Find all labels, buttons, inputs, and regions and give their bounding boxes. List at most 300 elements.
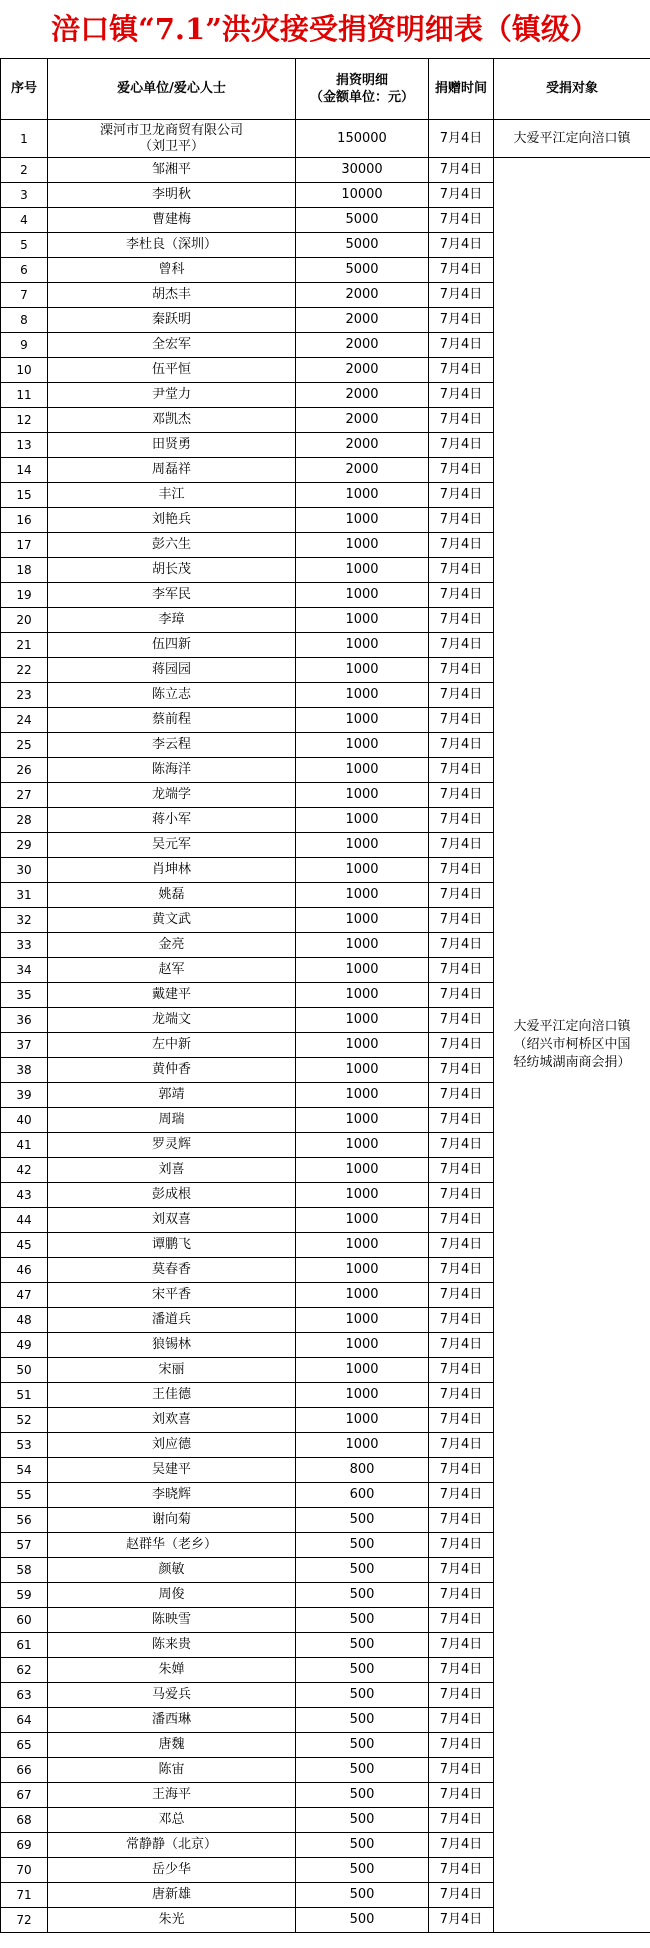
row-donor: 邓凯杰 <box>48 408 296 433</box>
row-no: 3 <box>1 183 48 208</box>
row-donor: 莫春香 <box>48 1258 296 1283</box>
row-date: 7月4日 <box>429 1733 494 1758</box>
row-amount: 500 <box>296 1608 429 1633</box>
row-date: 7月4日 <box>429 1483 494 1508</box>
row-amount: 1000 <box>296 1158 429 1183</box>
row-donor: 刘艳兵 <box>48 508 296 533</box>
header-row <box>1 59 650 120</box>
row-amount: 1000 <box>296 1308 429 1333</box>
row-amount: 1000 <box>296 683 429 708</box>
row-donor: 宋丽 <box>48 1358 296 1383</box>
table-row <box>1 158 650 183</box>
row-no: 38 <box>1 1058 48 1083</box>
row-date: 7月4日 <box>429 783 494 808</box>
row-donor: 曾科 <box>48 258 296 283</box>
row-no: 48 <box>1 1308 48 1333</box>
row-amount: 1000 <box>296 558 429 583</box>
row-amount: 1000 <box>296 1083 429 1108</box>
row-donor: 彭六生 <box>48 533 296 558</box>
row-date: 7月4日 <box>429 1633 494 1658</box>
row-no: 7 <box>1 283 48 308</box>
row-amount: 1000 <box>296 1183 429 1208</box>
row-date: 7月4日 <box>429 208 494 233</box>
row-no: 70 <box>1 1858 48 1883</box>
row-donor: 李军民 <box>48 583 296 608</box>
row-no: 41 <box>1 1133 48 1158</box>
row-date: 7月4日 <box>429 1858 494 1883</box>
row-donor: 左中新 <box>48 1033 296 1058</box>
row-amount: 500 <box>296 1658 429 1683</box>
row-donor: 吴元军 <box>48 833 296 858</box>
row-amount: 2000 <box>296 458 429 483</box>
row-no: 58 <box>1 1558 48 1583</box>
row-no: 2 <box>1 158 48 183</box>
row-date: 7月4日 <box>429 1158 494 1183</box>
row-donor: 谭鹏飞 <box>48 1233 296 1258</box>
row-date: 7月4日 <box>429 1583 494 1608</box>
row-donor: 吴建平 <box>48 1458 296 1483</box>
row-no: 5 <box>1 233 48 258</box>
row-no: 37 <box>1 1033 48 1058</box>
row-date: 7月4日 <box>429 1008 494 1033</box>
row-donor: 李云程 <box>48 733 296 758</box>
row-no: 63 <box>1 1683 48 1708</box>
row-no: 21 <box>1 633 48 658</box>
row-donor: 赵群华（老乡） <box>48 1533 296 1558</box>
row-donor: 宋平香 <box>48 1283 296 1308</box>
row-no: 31 <box>1 883 48 908</box>
row-date: 7月4日 <box>429 383 494 408</box>
row-amount: 1000 <box>296 1383 429 1408</box>
row-donor: 胡长茂 <box>48 558 296 583</box>
row-date: 7月4日 <box>429 1183 494 1208</box>
row-donor: 秦跃明 <box>48 308 296 333</box>
row-date: 7月4日 <box>429 983 494 1008</box>
row-date: 7月4日 <box>429 758 494 783</box>
row-no: 12 <box>1 408 48 433</box>
row-amount: 500 <box>296 1758 429 1783</box>
row-no: 15 <box>1 483 48 508</box>
row-donor: 陈立志 <box>48 683 296 708</box>
table-row <box>1 120 650 158</box>
row-date: 7月4日 <box>429 1833 494 1858</box>
row-date: 7月4日 <box>429 708 494 733</box>
row-date: 7月4日 <box>429 508 494 533</box>
merged-target-line: （绍兴市柯桥区中国 <box>513 1037 631 1052</box>
row-no: 28 <box>1 808 48 833</box>
row-amount: 1000 <box>296 1033 429 1058</box>
row-no: 1 <box>1 120 48 158</box>
row-date: 7月4日 <box>429 1383 494 1408</box>
row-donor: 赵军 <box>48 958 296 983</box>
row-no: 65 <box>1 1733 48 1758</box>
row-donor: 王佳德 <box>48 1383 296 1408</box>
row-no: 54 <box>1 1458 48 1483</box>
row-donor: 曹建梅 <box>48 208 296 233</box>
row-amount: 1000 <box>296 1258 429 1283</box>
row-no: 24 <box>1 708 48 733</box>
row-donor <box>48 120 296 158</box>
row-date: 7月4日 <box>429 1308 494 1333</box>
row-amount: 1000 <box>296 833 429 858</box>
header-amount-line1: 捐资明细 <box>335 73 388 88</box>
row-no: 13 <box>1 433 48 458</box>
row-donor: 潘道兵 <box>48 1308 296 1333</box>
row-donor: 黄文武 <box>48 908 296 933</box>
row-date: 7月4日 <box>429 1783 494 1808</box>
row-amount: 1000 <box>296 1283 429 1308</box>
row-no: 26 <box>1 758 48 783</box>
row-donor: 金亮 <box>48 933 296 958</box>
row-amount: 1000 <box>296 883 429 908</box>
row-amount: 1000 <box>296 1433 429 1458</box>
row-date: 7月4日 <box>429 958 494 983</box>
row-donor: 刘喜 <box>48 1158 296 1183</box>
header-date: 捐赠时间 <box>429 59 494 120</box>
row-donor: 周俊 <box>48 1583 296 1608</box>
row-no: 71 <box>1 1883 48 1908</box>
row-date: 7月4日 <box>429 1608 494 1633</box>
row-no: 14 <box>1 458 48 483</box>
row-amount: 2000 <box>296 308 429 333</box>
row-no: 36 <box>1 1008 48 1033</box>
row-amount: 1000 <box>296 633 429 658</box>
header-donor: 爱心单位/爱心人士 <box>48 59 296 120</box>
row-no: 33 <box>1 933 48 958</box>
row-amount: 10000 <box>296 183 429 208</box>
row-amount: 500 <box>296 1558 429 1583</box>
row-amount: 1000 <box>296 808 429 833</box>
row-no: 20 <box>1 608 48 633</box>
row-donor: 周磊祥 <box>48 458 296 483</box>
row-donor: 李璋 <box>48 608 296 633</box>
row-donor: 朱光 <box>48 1908 296 1933</box>
row-amount: 500 <box>296 1908 429 1933</box>
row-amount: 600 <box>296 1483 429 1508</box>
row-date: 7月4日 <box>429 608 494 633</box>
row-no: 39 <box>1 1083 48 1108</box>
row-no: 6 <box>1 258 48 283</box>
row-no: 51 <box>1 1383 48 1408</box>
row-no: 35 <box>1 983 48 1008</box>
row-date: 7月4日 <box>429 1083 494 1108</box>
row-amount: 500 <box>296 1533 429 1558</box>
header-target: 受捐对象 <box>494 59 650 120</box>
row-no: 64 <box>1 1708 48 1733</box>
row-donor: 潘西琳 <box>48 1708 296 1733</box>
row-donor: 常静静（北京） <box>48 1833 296 1858</box>
row-date: 7月4日 <box>429 908 494 933</box>
row-donor: 陈来贵 <box>48 1633 296 1658</box>
row-amount: 500 <box>296 1733 429 1758</box>
row-date: 7月4日 <box>429 1708 494 1733</box>
row-no: 47 <box>1 1283 48 1308</box>
row-donor: 伍平恒 <box>48 358 296 383</box>
row-date: 7月4日 <box>429 433 494 458</box>
row-donor-line2: （刘卫平） <box>138 138 204 154</box>
row-date: 7月4日 <box>429 1883 494 1908</box>
row-amount: 500 <box>296 1633 429 1658</box>
row-amount: 1000 <box>296 1133 429 1158</box>
row-donor: 蒋园园 <box>48 658 296 683</box>
row-date: 7月4日 <box>429 1558 494 1583</box>
row-amount: 1000 <box>296 608 429 633</box>
row-date: 7月4日 <box>429 408 494 433</box>
row-no: 52 <box>1 1408 48 1433</box>
row-donor: 王海平 <box>48 1783 296 1808</box>
row-no: 22 <box>1 658 48 683</box>
row-date: 7月4日 <box>429 1108 494 1133</box>
row-date: 7月4日 <box>429 1758 494 1783</box>
row-no: 17 <box>1 533 48 558</box>
row-no: 4 <box>1 208 48 233</box>
row-no: 30 <box>1 858 48 883</box>
row-no: 25 <box>1 733 48 758</box>
row-no: 56 <box>1 1508 48 1533</box>
row-date: 7月4日 <box>429 558 494 583</box>
row-donor: 刘应德 <box>48 1433 296 1458</box>
row-donor: 胡杰丰 <box>48 283 296 308</box>
row-no: 53 <box>1 1433 48 1458</box>
row-date: 7月4日 <box>429 120 494 158</box>
row-amount: 1000 <box>296 983 429 1008</box>
row-no: 57 <box>1 1533 48 1558</box>
row-date: 7月4日 <box>429 458 494 483</box>
row-amount: 1000 <box>296 1208 429 1233</box>
row-amount: 1000 <box>296 1108 429 1133</box>
row-amount: 1000 <box>296 658 429 683</box>
row-donor: 马爱兵 <box>48 1683 296 1708</box>
row-date: 7月4日 <box>429 1358 494 1383</box>
header-no: 序号 <box>1 59 48 120</box>
row-date: 7月4日 <box>429 858 494 883</box>
row-date: 7月4日 <box>429 1458 494 1483</box>
row-donor: 唐魏 <box>48 1733 296 1758</box>
row-donor: 黄仲香 <box>48 1058 296 1083</box>
row-donor: 郭靖 <box>48 1083 296 1108</box>
row-date: 7月4日 <box>429 583 494 608</box>
row-donor: 颜敏 <box>48 1558 296 1583</box>
row-date: 7月4日 <box>429 1508 494 1533</box>
row-no: 10 <box>1 358 48 383</box>
row-no: 19 <box>1 583 48 608</box>
row-amount: 500 <box>296 1883 429 1908</box>
row-date: 7月4日 <box>429 833 494 858</box>
row-donor: 龙端学 <box>48 783 296 808</box>
row-amount: 1000 <box>296 1058 429 1083</box>
row-date: 7月4日 <box>429 1908 494 1933</box>
row-date: 7月4日 <box>429 658 494 683</box>
row-date: 7月4日 <box>429 883 494 908</box>
row-date: 7月4日 <box>429 308 494 333</box>
row-amount: 1000 <box>296 508 429 533</box>
row-date: 7月4日 <box>429 333 494 358</box>
row-donor: 陈宙 <box>48 1758 296 1783</box>
row-no: 9 <box>1 333 48 358</box>
row-amount: 30000 <box>296 158 429 183</box>
row-amount: 2000 <box>296 383 429 408</box>
row-amount: 500 <box>296 1683 429 1708</box>
row-amount: 1000 <box>296 933 429 958</box>
row-donor: 邓总 <box>48 1808 296 1833</box>
row-date: 7月4日 <box>429 633 494 658</box>
row-amount: 500 <box>296 1583 429 1608</box>
row-donor: 伍四新 <box>48 633 296 658</box>
row-donor: 戴建平 <box>48 983 296 1008</box>
row-no: 62 <box>1 1658 48 1683</box>
row-donor: 陈映雪 <box>48 1608 296 1633</box>
row-no: 69 <box>1 1833 48 1858</box>
row-amount: 500 <box>296 1508 429 1533</box>
row-date: 7月4日 <box>429 808 494 833</box>
row-no: 45 <box>1 1233 48 1258</box>
row-donor-line1: 溧河市卫龙商贸有限公司 <box>99 122 243 138</box>
row-no: 16 <box>1 508 48 533</box>
row-amount: 500 <box>296 1708 429 1733</box>
row-amount: 1000 <box>296 533 429 558</box>
row-no: 23 <box>1 683 48 708</box>
row-amount: 1000 <box>296 708 429 733</box>
row-amount: 2000 <box>296 358 429 383</box>
row-no: 40 <box>1 1108 48 1133</box>
row-donor: 田贤勇 <box>48 433 296 458</box>
row-donor: 邹湘平 <box>48 158 296 183</box>
row-date: 7月4日 <box>429 1283 494 1308</box>
row-date: 7月4日 <box>429 1408 494 1433</box>
row-date: 7月4日 <box>429 933 494 958</box>
row-no: 44 <box>1 1208 48 1233</box>
row-no: 49 <box>1 1333 48 1358</box>
row-amount: 2000 <box>296 333 429 358</box>
row-no: 68 <box>1 1808 48 1833</box>
row-no: 8 <box>1 308 48 333</box>
row-date: 7月4日 <box>429 1683 494 1708</box>
row-date: 7月4日 <box>429 283 494 308</box>
row-amount: 5000 <box>296 258 429 283</box>
row-amount: 1000 <box>296 1333 429 1358</box>
row-donor: 龙端文 <box>48 1008 296 1033</box>
row-date: 7月4日 <box>429 233 494 258</box>
row-amount: 5000 <box>296 208 429 233</box>
row-donor: 李明秋 <box>48 183 296 208</box>
row-donor: 岳少华 <box>48 1858 296 1883</box>
row-donor: 肖坤林 <box>48 858 296 883</box>
row-amount: 150000 <box>296 120 429 158</box>
row-amount: 500 <box>296 1858 429 1883</box>
row-date: 7月4日 <box>429 1433 494 1458</box>
row-date: 7月4日 <box>429 533 494 558</box>
row-amount: 2000 <box>296 283 429 308</box>
row-target: 大爱平江定向涪口镇 <box>494 120 650 158</box>
row-date: 7月4日 <box>429 158 494 183</box>
row-donor: 李杜良（深圳） <box>48 233 296 258</box>
row-donor: 狼锡林 <box>48 1333 296 1358</box>
row-amount: 2000 <box>296 433 429 458</box>
row-donor: 彭成根 <box>48 1183 296 1208</box>
row-donor: 蔡前程 <box>48 708 296 733</box>
row-amount: 1000 <box>296 483 429 508</box>
row-amount: 1000 <box>296 583 429 608</box>
row-date: 7月4日 <box>429 1658 494 1683</box>
row-donor: 朱婵 <box>48 1658 296 1683</box>
row-donor: 丰江 <box>48 483 296 508</box>
donation-table <box>0 58 650 1933</box>
row-date: 7月4日 <box>429 733 494 758</box>
merged-target-line: 轻纺城湖南商会捐） <box>513 1055 631 1070</box>
row-donor: 姚磊 <box>48 883 296 908</box>
row-date: 7月4日 <box>429 258 494 283</box>
row-donor: 尹堂力 <box>48 383 296 408</box>
row-amount: 500 <box>296 1783 429 1808</box>
row-amount: 500 <box>296 1808 429 1833</box>
row-date: 7月4日 <box>429 358 494 383</box>
row-donor: 唐新雄 <box>48 1883 296 1908</box>
row-date: 7月4日 <box>429 683 494 708</box>
row-date: 7月4日 <box>429 1808 494 1833</box>
row-donor: 周瑞 <box>48 1108 296 1133</box>
row-donor: 刘欢喜 <box>48 1408 296 1433</box>
header-amount <box>296 59 429 120</box>
row-donor: 罗灵辉 <box>48 1133 296 1158</box>
row-date: 7月4日 <box>429 1208 494 1233</box>
row-amount: 1000 <box>296 1408 429 1433</box>
row-amount: 500 <box>296 1833 429 1858</box>
row-date: 7月4日 <box>429 483 494 508</box>
row-amount: 1000 <box>296 1233 429 1258</box>
row-amount: 1000 <box>296 958 429 983</box>
page-title: 涪口镇“7.1”洪灾接受捐资明细表（镇级） <box>51 12 599 46</box>
row-no: 55 <box>1 1483 48 1508</box>
row-date: 7月4日 <box>429 1058 494 1083</box>
row-amount: 1000 <box>296 1008 429 1033</box>
row-no: 46 <box>1 1258 48 1283</box>
row-no: 72 <box>1 1908 48 1933</box>
row-no: 34 <box>1 958 48 983</box>
row-no: 42 <box>1 1158 48 1183</box>
row-no: 43 <box>1 1183 48 1208</box>
row-no: 61 <box>1 1633 48 1658</box>
row-amount: 800 <box>296 1458 429 1483</box>
row-date: 7月4日 <box>429 1033 494 1058</box>
row-date: 7月4日 <box>429 183 494 208</box>
merged-target-cell <box>494 158 650 1933</box>
row-no: 29 <box>1 833 48 858</box>
row-date: 7月4日 <box>429 1258 494 1283</box>
row-no: 60 <box>1 1608 48 1633</box>
row-no: 18 <box>1 558 48 583</box>
row-donor: 陈海洋 <box>48 758 296 783</box>
row-amount: 2000 <box>296 408 429 433</box>
row-donor: 李晓辉 <box>48 1483 296 1508</box>
row-donor: 全宏军 <box>48 333 296 358</box>
row-no: 59 <box>1 1583 48 1608</box>
row-date: 7月4日 <box>429 1133 494 1158</box>
row-date: 7月4日 <box>429 1333 494 1358</box>
row-no: 32 <box>1 908 48 933</box>
row-no: 50 <box>1 1358 48 1383</box>
row-amount: 5000 <box>296 233 429 258</box>
row-date: 7月4日 <box>429 1233 494 1258</box>
row-amount: 1000 <box>296 858 429 883</box>
row-no: 11 <box>1 383 48 408</box>
row-amount: 1000 <box>296 758 429 783</box>
row-donor: 蒋小军 <box>48 808 296 833</box>
row-no: 67 <box>1 1783 48 1808</box>
row-amount: 1000 <box>296 783 429 808</box>
row-no: 66 <box>1 1758 48 1783</box>
row-amount: 1000 <box>296 733 429 758</box>
row-no: 27 <box>1 783 48 808</box>
